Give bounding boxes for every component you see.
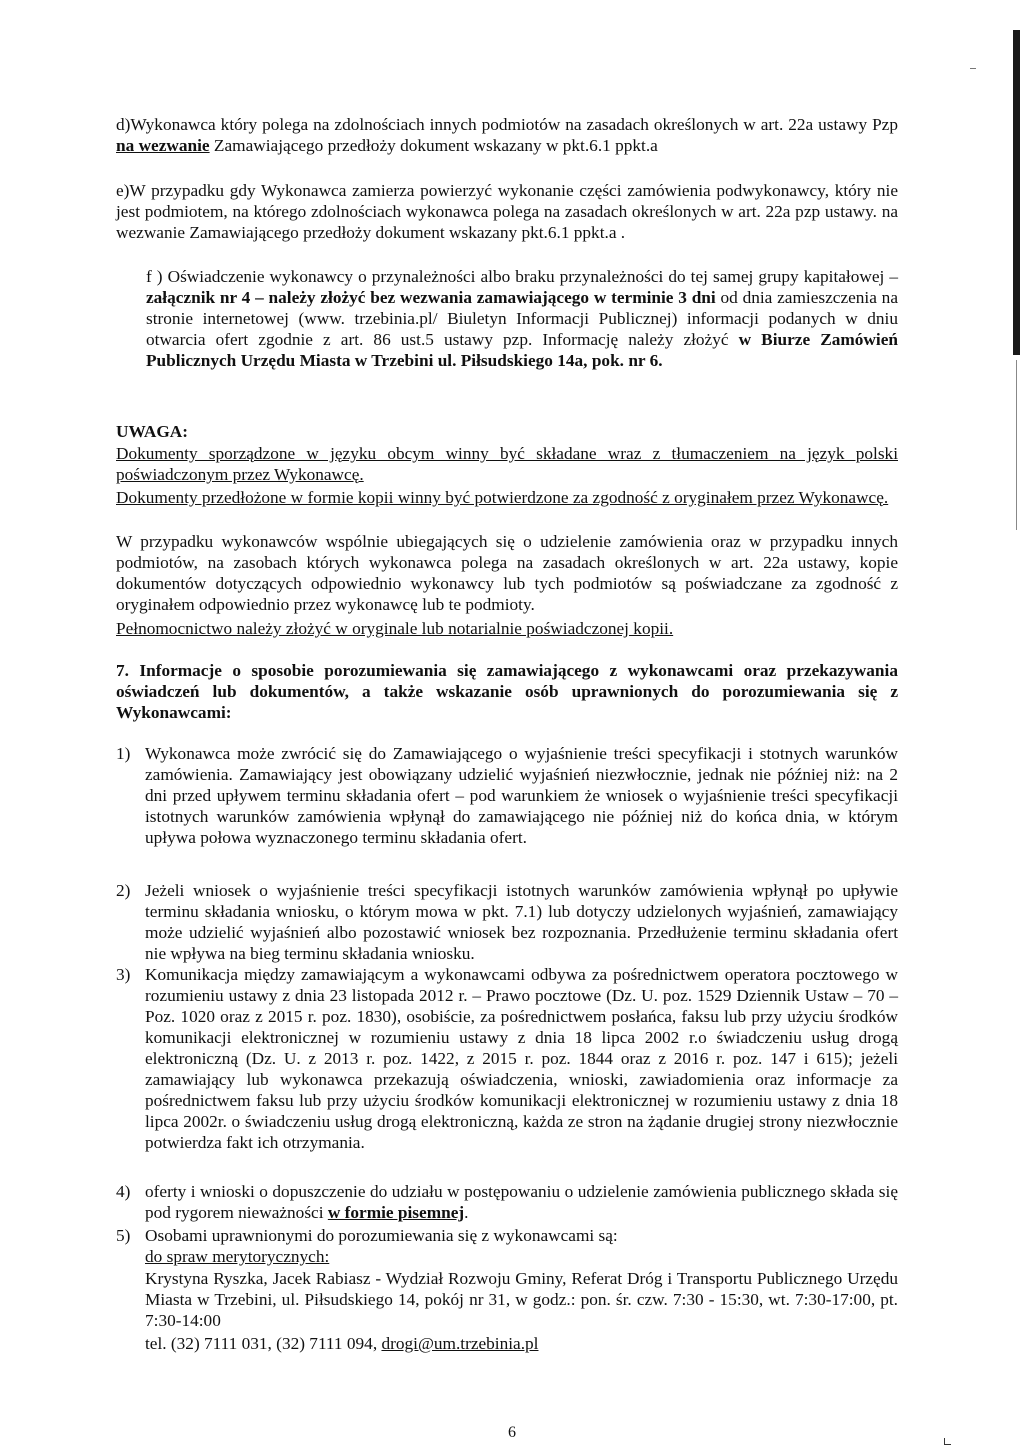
- uwaga-copies-note: Dokumenty przedłożone w formie kopii winny być potwierdzone za zgodność z oryginałem przez Wykonawcę.: [116, 488, 889, 507]
- uwaga-joint-note: W przypadku wykonawców wspólnie ubiegających się o udzielenie zamówienia oraz w przypadku innych podmiotów, na zasobach których wykonawca polega na zasadach określonych w art. 22a ustawy, kopie dokumentów dotyczących odpowiednio wykonawcy lub tych podmiotów są poświadczane za zgodność z oryginałem odpowiednio przez wykonawcę lub te podmioty.: [116, 532, 898, 614]
- uwaga-power-of-attorney-note: Pełnomocnictwo należy złożyć w oryginale lub notarialnie poświadczonej kopii.: [116, 619, 674, 638]
- paragraph-d: d)Wykonawca który polega na zdolnościach innych podmiotów na zasadach określonych w art. 22a ustawy Pzp na wezwanie Zamawiającego przedłoży dokument wskazany w pkt.6.1 ppkt.a: [116, 115, 898, 155]
- item-5-text: Osobami uprawnionymi do porozumiewania się z wykonawcami są:: [145, 1226, 618, 1245]
- item-1-number: 1): [116, 744, 131, 763]
- item-5-contact: tel. (32) 7111 031, (32) 7111 094, drogi@um.trzebinia.pl: [145, 1334, 539, 1353]
- item-2-number: 2): [116, 881, 131, 900]
- paragraph-f: f ) Oświadczenie wykonawcy o przynależności albo braku przynależności do tej samej grupy kapitałowej – załącznik nr 4 – należy złożyć bez wezwania zamawiającego w terminie 3 dni od dnia zamieszczenia na stronie internetowej (www. trzebinia.pl/ Biuletyn Informacji Publicznej) informacji podanych w dniu otwarcia ofert zgodnie z art. 86 ust.5 ustawy pzp. Informację należy złożyć w Biurze Zamówień Publicznych Urzędu Miasta w Trzebini ul. Piłsudskiego 14a, pok. nr 6.: [146, 267, 898, 370]
- page-number: 6: [508, 1424, 516, 1441]
- item-3-number: 3): [116, 965, 131, 984]
- paragraph-e: e)W przypadku gdy Wykonawca zamierza powierzyć wykonanie części zamówienia podwykonawcy, który nie jest podmiotem, na którego zdolnościach wykonawca polega na zasadach określonych w art. 22a pzp ustawy. na wezwanie Zamawiającego przedłoży dokument wskazany pkt.6.1 ppkt.a .: [116, 181, 898, 242]
- scan-edge-bar: [1013, 30, 1020, 355]
- item-5-persons: Krystyna Ryszka, Jacek Rabiasz - Wydział Rozwoju Gminy, Referat Dróg i Transportu Publicznego Urzędu Miasta w Trzebini, ul. Piłsudskiego 14, pokój nr 31, w godz.: pon. śr. czw. 7:30 - 15:30, wt. 7:30-17:00, pt. 7:30-14:00: [145, 1269, 898, 1330]
- item-4-text: oferty i wnioski o dopuszczenie do udziału w postępowaniu o udzielenie zamówienia publicznego składa się pod rygorem nieważności w formie pisemnej.: [145, 1182, 898, 1222]
- item-1-text: Wykonawca może zwrócić się do Zamawiającego o wyjaśnienie treści specyfikacji i stotnych warunków zamówienia. Zamawiający jest obowiązany udzielić wyjaśnień niezwłocznie, jednak nie później niż: na 2 dni przed upływem terminu składania ofert – pod warunkiem że wniosek o wyjaśnienie treści specyfikacji istotnych warunków zamówienia wpłynął do zamawiającego nie później niż do końca dnia, w którym upływa połowa wyznaczonego terminu składania ofert.: [145, 744, 898, 847]
- written-form-phrase: w formie pisemnej: [327, 1203, 465, 1222]
- item-5-subheading: do spraw merytorycznych:: [145, 1247, 330, 1266]
- scan-speck: [970, 68, 976, 69]
- email-link[interactable]: drogi@um.trzebinia.pl: [381, 1334, 539, 1353]
- item-3-text: Komunikacja między zamawiającym a wykonawcami odbywa za pośrednictwem operatora pocztowego w rozumieniu ustawy z dnia 23 listopada 2012 r. – Prawo pocztowe (Dz. U. poz. 1529 Dziennik Ustaw – 70 – Poz. 1020 oraz z 2015 r. poz. 1830), osobiście, za pośrednictwem posłańca, faksu lub przy użyciu środków komunikacji elektronicznej w rozumieniu ustawy z dnia 18 lipca 2002 r.o świadczeniu usług drogą elektroniczną (Dz. U. z 2013 r. poz. 1422, z 2015 r. poz. 1844 oraz z 2016 r. poz. 147 i 615); jeżeli zamawiający lub wykonawca przekazują oświadczenia, wnioski, zawiadomienia oraz informacje za pośrednictwem faksu lub przy użyciu środków komunikacji elektronicznej w rozumieniu ustawy z dnia 18 lipca 2002r. o świadczeniu usług drogą elektroniczną, każda ze stron na żądanie drugiej strony niezwłocznie potwierdza fakt ich otrzymania.: [145, 965, 898, 1152]
- scan-edge-line: [1016, 360, 1017, 530]
- underlined-phrase: na wezwanie: [116, 136, 210, 155]
- section-7-heading: 7. Informacje o sposobie porozumiewania się zamawiającego z wykonawcami oraz przekazywania oświadczeń lub dokumentów, a także wskazanie osób uprawnionych do porozumiewania się z Wykonawcami:: [116, 661, 898, 722]
- uwaga-heading: UWAGA:: [116, 422, 189, 441]
- item-5-number: 5): [116, 1226, 131, 1245]
- item-2-text: Jeżeli wniosek o wyjaśnienie treści specyfikacji istotnych warunków zamówienia wpłynął po upływie terminu składania wniosku, o którym mowa w pkt. 7.1) lub dotyczy udzielonych wyjaśnień, zamawiający może udzielić wyjaśnień albo pozostawić wniosek bez rozpoznania. Przedłużenie terminu składania ofert nie wpływa na bieg terminu składania wniosku.: [145, 881, 898, 963]
- item-4-number: 4): [116, 1182, 131, 1201]
- uwaga-translation-note: Dokumenty sporządzone w języku obcym winny być składane wraz z tłumaczeniem na język polski poświadczonym przez Wykonawcę.: [116, 444, 898, 484]
